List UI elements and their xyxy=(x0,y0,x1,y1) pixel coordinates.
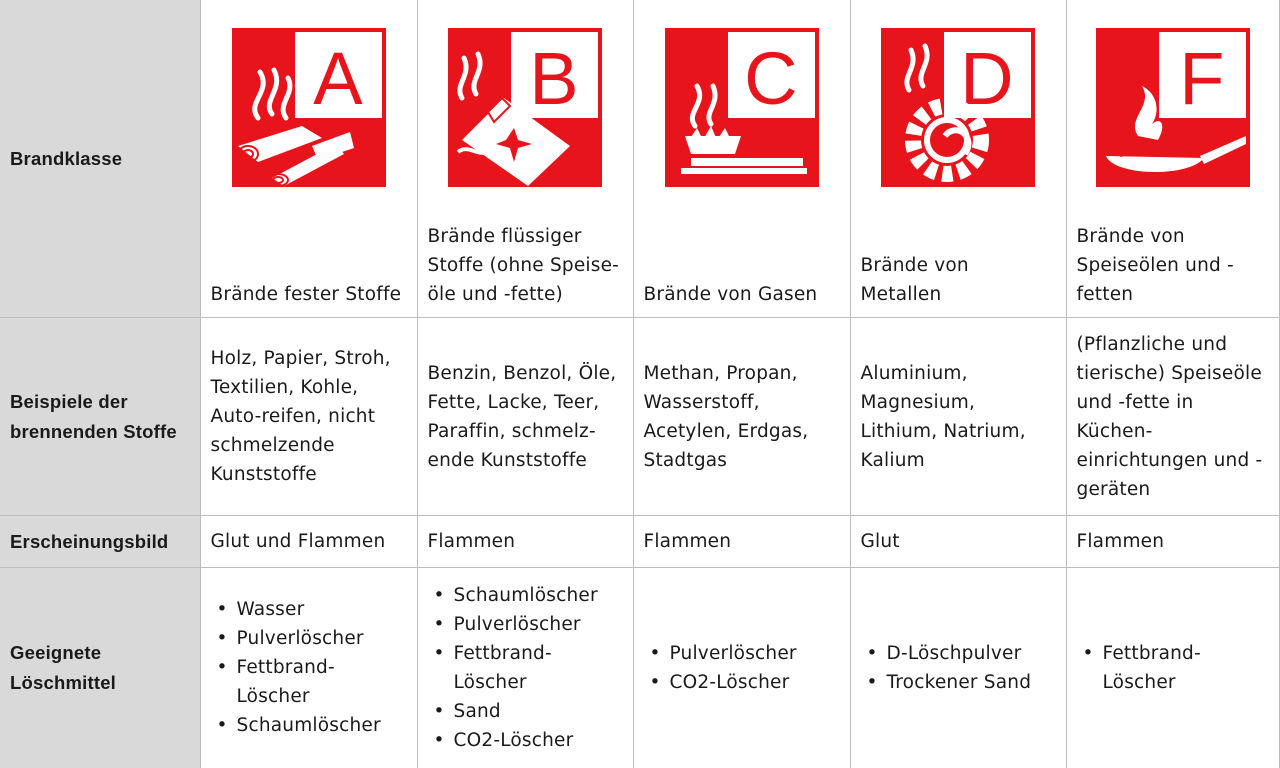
class-a-letter: A xyxy=(312,37,363,120)
class-d-letter: D xyxy=(960,37,1014,120)
class-b-cell xyxy=(417,0,633,318)
row-label-extinguishers: Geeignete Löschmittel xyxy=(0,568,200,768)
class-f-letter: F xyxy=(1178,37,1225,120)
extinguisher-item: • Wasser xyxy=(237,595,407,624)
class-c-appearance: Flammen xyxy=(633,516,850,568)
class-c-examples: Methan, Propan, Wasserstoff, Acetylen, Erdgas, Stadtgas xyxy=(633,318,850,516)
fire-class-b-icon xyxy=(448,28,602,187)
extinguisher-item: • Pulverlöscher xyxy=(237,624,407,653)
class-d-examples: Aluminium, Magnesium, Lithium, Natrium, Kalium xyxy=(850,318,1066,516)
extinguisher-item: • D-Löschpulver xyxy=(887,639,1056,668)
row-label-examples: Beispiele der brennenden Stoffe xyxy=(0,318,200,516)
class-f-description: Brände von Speiseölen und -fetten xyxy=(1076,226,1234,305)
extinguisher-item: • Schaumlöscher xyxy=(454,581,623,610)
fire-class-d-icon xyxy=(881,28,1035,187)
extinguisher-item: • CO2-Löscher xyxy=(454,726,623,755)
class-d-description: Brände von Metallen xyxy=(860,255,969,305)
class-d-appearance: Glut xyxy=(850,516,1066,568)
class-b-appearance: Flammen xyxy=(417,516,633,568)
fire-class-f-icon xyxy=(1096,28,1250,187)
extinguisher-item: • Fettbrand-Löscher xyxy=(454,639,623,697)
class-b-description: Brände flüssiger Stoffe (ohne Speise-öle und -fette) xyxy=(427,226,620,305)
fire-class-c-icon xyxy=(665,28,819,187)
extinguisher-item: • Sand xyxy=(454,697,623,726)
fire-class-a-icon xyxy=(232,28,386,187)
class-f-cell xyxy=(1066,0,1279,318)
class-b-examples: Benzin, Benzol, Öle, Fette, Lacke, Teer, Paraffin, schmelz-ende Kunststoffe xyxy=(417,318,633,516)
class-d-cell xyxy=(850,0,1066,318)
extinguisher-item: • Pulverlöscher xyxy=(670,639,840,668)
class-f-extinguishers xyxy=(1066,568,1279,768)
class-c-extinguishers xyxy=(633,568,850,768)
row-fire-class xyxy=(0,0,1279,318)
extinguisher-item: • CO2-Löscher xyxy=(670,668,840,697)
class-f-examples: (Pflanzliche und tierische) Speiseöle und -fette in Küchen-einrichtungen und -geräten xyxy=(1066,318,1279,516)
class-d-extinguishers xyxy=(850,568,1066,768)
class-a-extinguishers xyxy=(200,568,417,768)
class-a-description: Brände fester Stoffe xyxy=(210,284,402,305)
row-label-appearance: Erscheinungsbild xyxy=(0,516,200,568)
class-c-description: Brände von Gasen xyxy=(643,284,818,305)
class-a-examples: Holz, Papier, Stroh, Textilien, Kohle, Auto-reifen, nicht schmelzende Kunststoffe xyxy=(200,318,417,516)
row-examples xyxy=(0,318,1279,516)
class-a-cell xyxy=(200,0,417,318)
class-a-appearance: Glut und Flammen xyxy=(200,516,417,568)
class-c-letter: C xyxy=(743,37,798,120)
extinguisher-item: • Fettbrand-Löscher xyxy=(1103,639,1269,697)
extinguisher-item: • Fettbrand-Löscher xyxy=(237,653,407,711)
row-appearance xyxy=(0,516,1279,568)
class-b-letter: B xyxy=(529,37,579,120)
row-extinguishers xyxy=(0,568,1279,768)
extinguisher-item: • Schaumlöscher xyxy=(237,711,407,740)
class-f-appearance: Flammen xyxy=(1066,516,1279,568)
class-b-extinguishers xyxy=(417,568,633,768)
class-c-cell xyxy=(633,0,850,318)
extinguisher-item: • Trockener Sand xyxy=(887,668,1056,697)
row-label-fire-class: Brandklasse xyxy=(0,0,200,318)
extinguisher-item: • Pulverlöscher xyxy=(454,610,623,639)
